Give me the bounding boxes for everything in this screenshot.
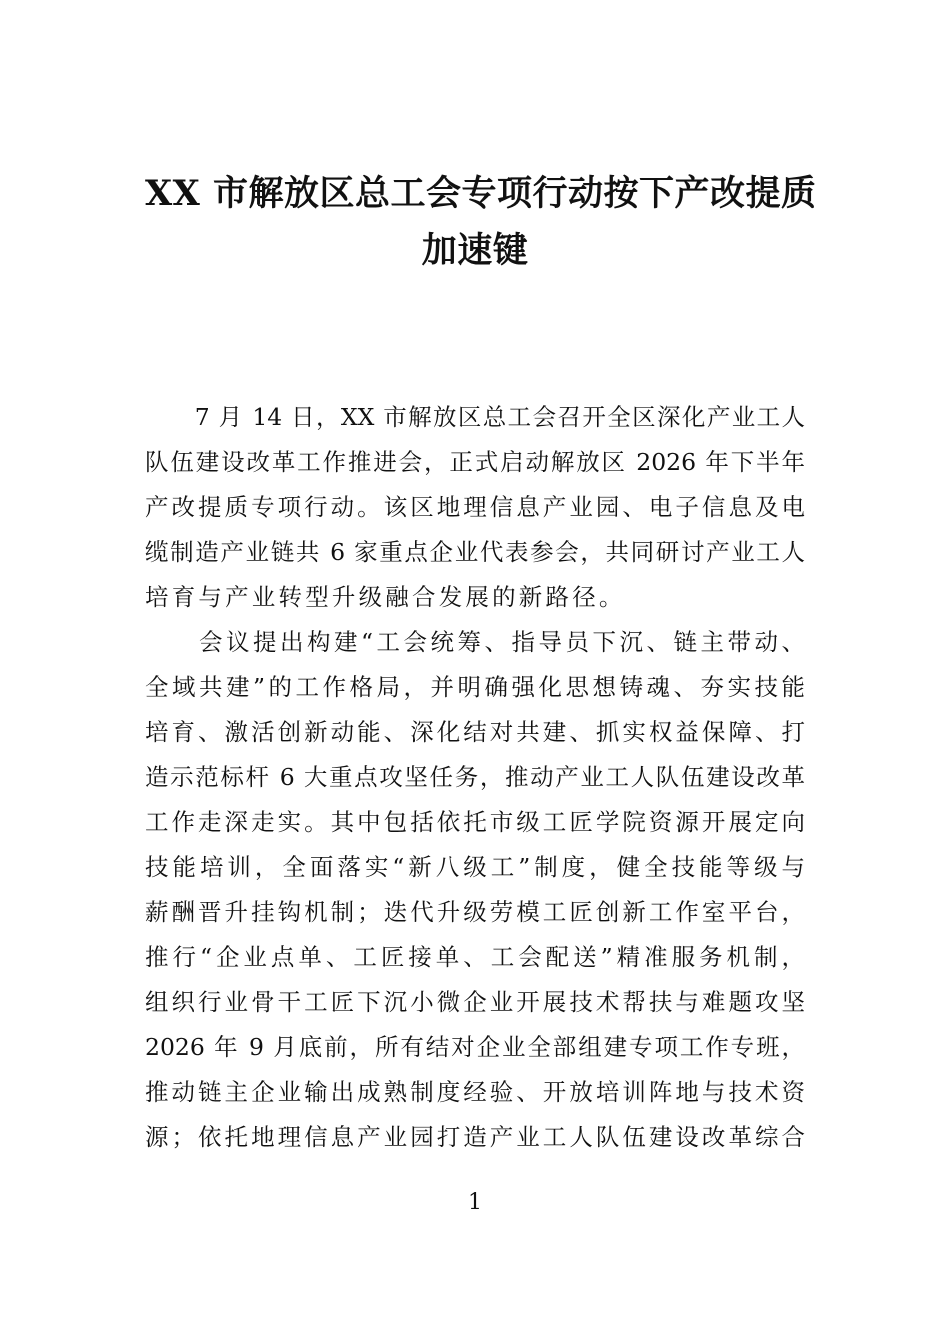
paragraph-line: 薪酬晋升挂钩机制；迭代升级劳模工匠创新工作室平台， <box>145 898 805 926</box>
paragraph-line: 2026 年 9 月底前，所有结对企业全部组建专项工作专班， <box>145 1033 805 1061</box>
title-line: XX 市解放区总工会专项行动按下产改提质 <box>145 173 817 214</box>
document-title <box>145 165 817 279</box>
paragraph-1 <box>145 395 805 620</box>
paragraph-line: 源；依托地理信息产业园打造产业工人队伍建设改革综合 <box>145 1123 805 1151</box>
title-line: 加速键 <box>421 230 529 271</box>
paragraph-line: 造示范标杆 6 大重点攻坚任务，推动产业工人队伍建设改革 <box>145 763 805 791</box>
paragraph-line: 组织行业骨干工匠下沉小微企业开展技术帮扶与难题攻坚 <box>145 988 805 1016</box>
paragraph-line: 产改提质专项行动。该区地理信息产业园、电子信息及电 <box>145 493 805 521</box>
paragraph-line: 技能培训，全面落实“新八级工”制度，健全技能等级与 <box>145 853 805 881</box>
paragraph-line: 推行“企业点单、工匠接单、工会配送”精准服务机制， <box>145 943 805 971</box>
paragraph-line: 培育、激活创新动能、深化结对共建、抓实权益保障、打 <box>145 718 805 746</box>
paragraph-2 <box>145 620 805 1160</box>
paragraph-line: 全域共建”的工作格局，并明确强化思想铸魂、夯实技能 <box>145 673 805 701</box>
page-number: 1 <box>468 1190 482 1215</box>
paragraph-line: 队伍建设改革工作推进会，正式启动解放区 2026 年下半年 <box>145 448 805 476</box>
paragraph-line: 推动链主企业输出成熟制度经验、开放培训阵地与技术资 <box>145 1078 805 1106</box>
paragraph-line: 缆制造产业链共 6 家重点企业代表参会，共同研讨产业工人 <box>145 538 805 566</box>
paragraph-line: 工作走深走实。其中包括依托市级工匠学院资源开展定向 <box>145 808 805 836</box>
document-body <box>145 395 805 1160</box>
paragraph-line: 会议提出构建“工会统筹、指导员下沉、链主带动、 <box>145 628 805 656</box>
paragraph-line: 7 月 14 日，XX 市解放区总工会召开全区深化产业工人 <box>145 403 805 431</box>
paragraph-line: 培育与产业转型升级融合发展的新路径。 <box>145 583 626 611</box>
